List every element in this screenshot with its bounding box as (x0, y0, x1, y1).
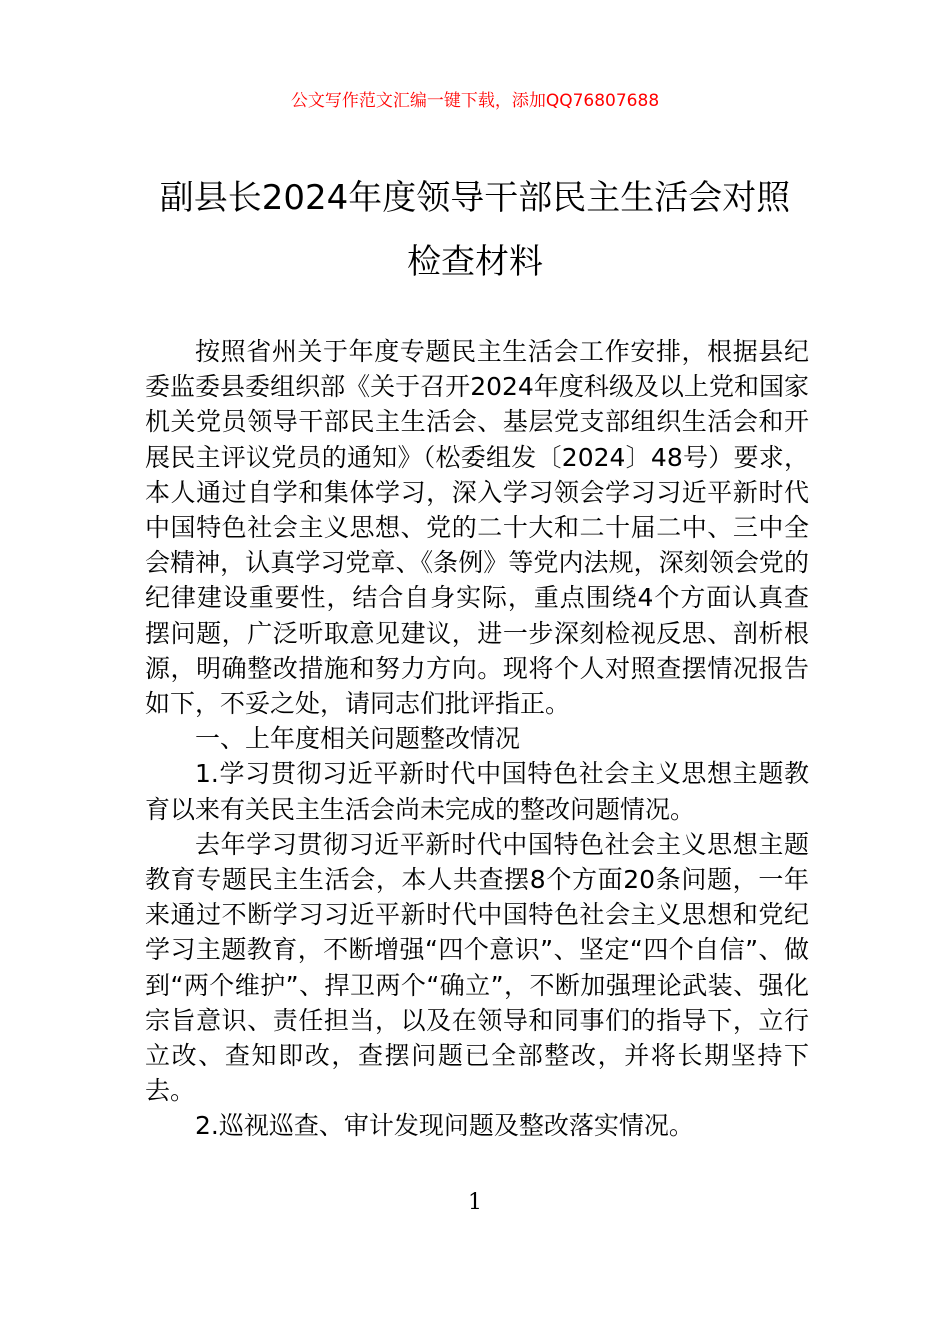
subheading-2: 2.巡视巡查、审计发现问题及整改落实情况。 (195, 1111, 694, 1141)
document-body (145, 334, 809, 1144)
title-line-2: 检查材料 (407, 242, 543, 282)
section-heading-1: 一、上年度相关问题整改情况 (195, 724, 521, 754)
document-title (120, 166, 830, 294)
download-notice: 公文写作范文汇编一键下载，添加QQ76807688 (290, 91, 660, 111)
intro-paragraph: 按照省州关于年度专题民主生活会工作安排，根据县纪委监委县委组织部《关于召开2024年度科级及以上党和国家机关党员领导干部民主生活会、基层党支部组织生活会和开展民主评议党员的通知》（松委组发〔2024〕48号）要求，本人通过自学和集体学习，深入学习领会学习习近平新时代中国特色社会主义思想、党的二十大和二十届二中、三中全会精神，认真学习党章、《条例》等党内法规，深刻领会党的纪律建设重要性，结合自身实际，重点围绕4个方面认真查摆问题，广泛听取意见建议，进一步深刻检视反思、剖析根源，明确整改措施和努力方向。现将个人对照查摆情况报告如下，不妥之处，请同志们批评指正。 (145, 337, 809, 719)
subheading-1: 1.学习贯彻习近平新时代中国特色社会主义思想主题教育以来有关民主生活会尚未完成的整改问题情况。 (145, 759, 809, 824)
title-line-1: 副县长2024年度领导干部民主生活会对照 (159, 178, 791, 218)
body-paragraph-1: 去年学习贯彻习近平新时代中国特色社会主义思想主题教育专题民主生活会，本人共查摆8个方面20条问题，一年来通过不断学习习近平新时代中国特色社会主义思想和党纪学习主题教育，不断增强“四个意识”、坚定“四个自信”、做到“两个维护”、捍卫两个“确立”，不断加强理论武装、强化宗旨意识、责任担当，以及在领导和同事们的指导下，立行立改、查知即改，查摆问题已全部整改，并将长期坚持下去。 (145, 829, 809, 1106)
page-number: 1 (468, 1190, 482, 1215)
